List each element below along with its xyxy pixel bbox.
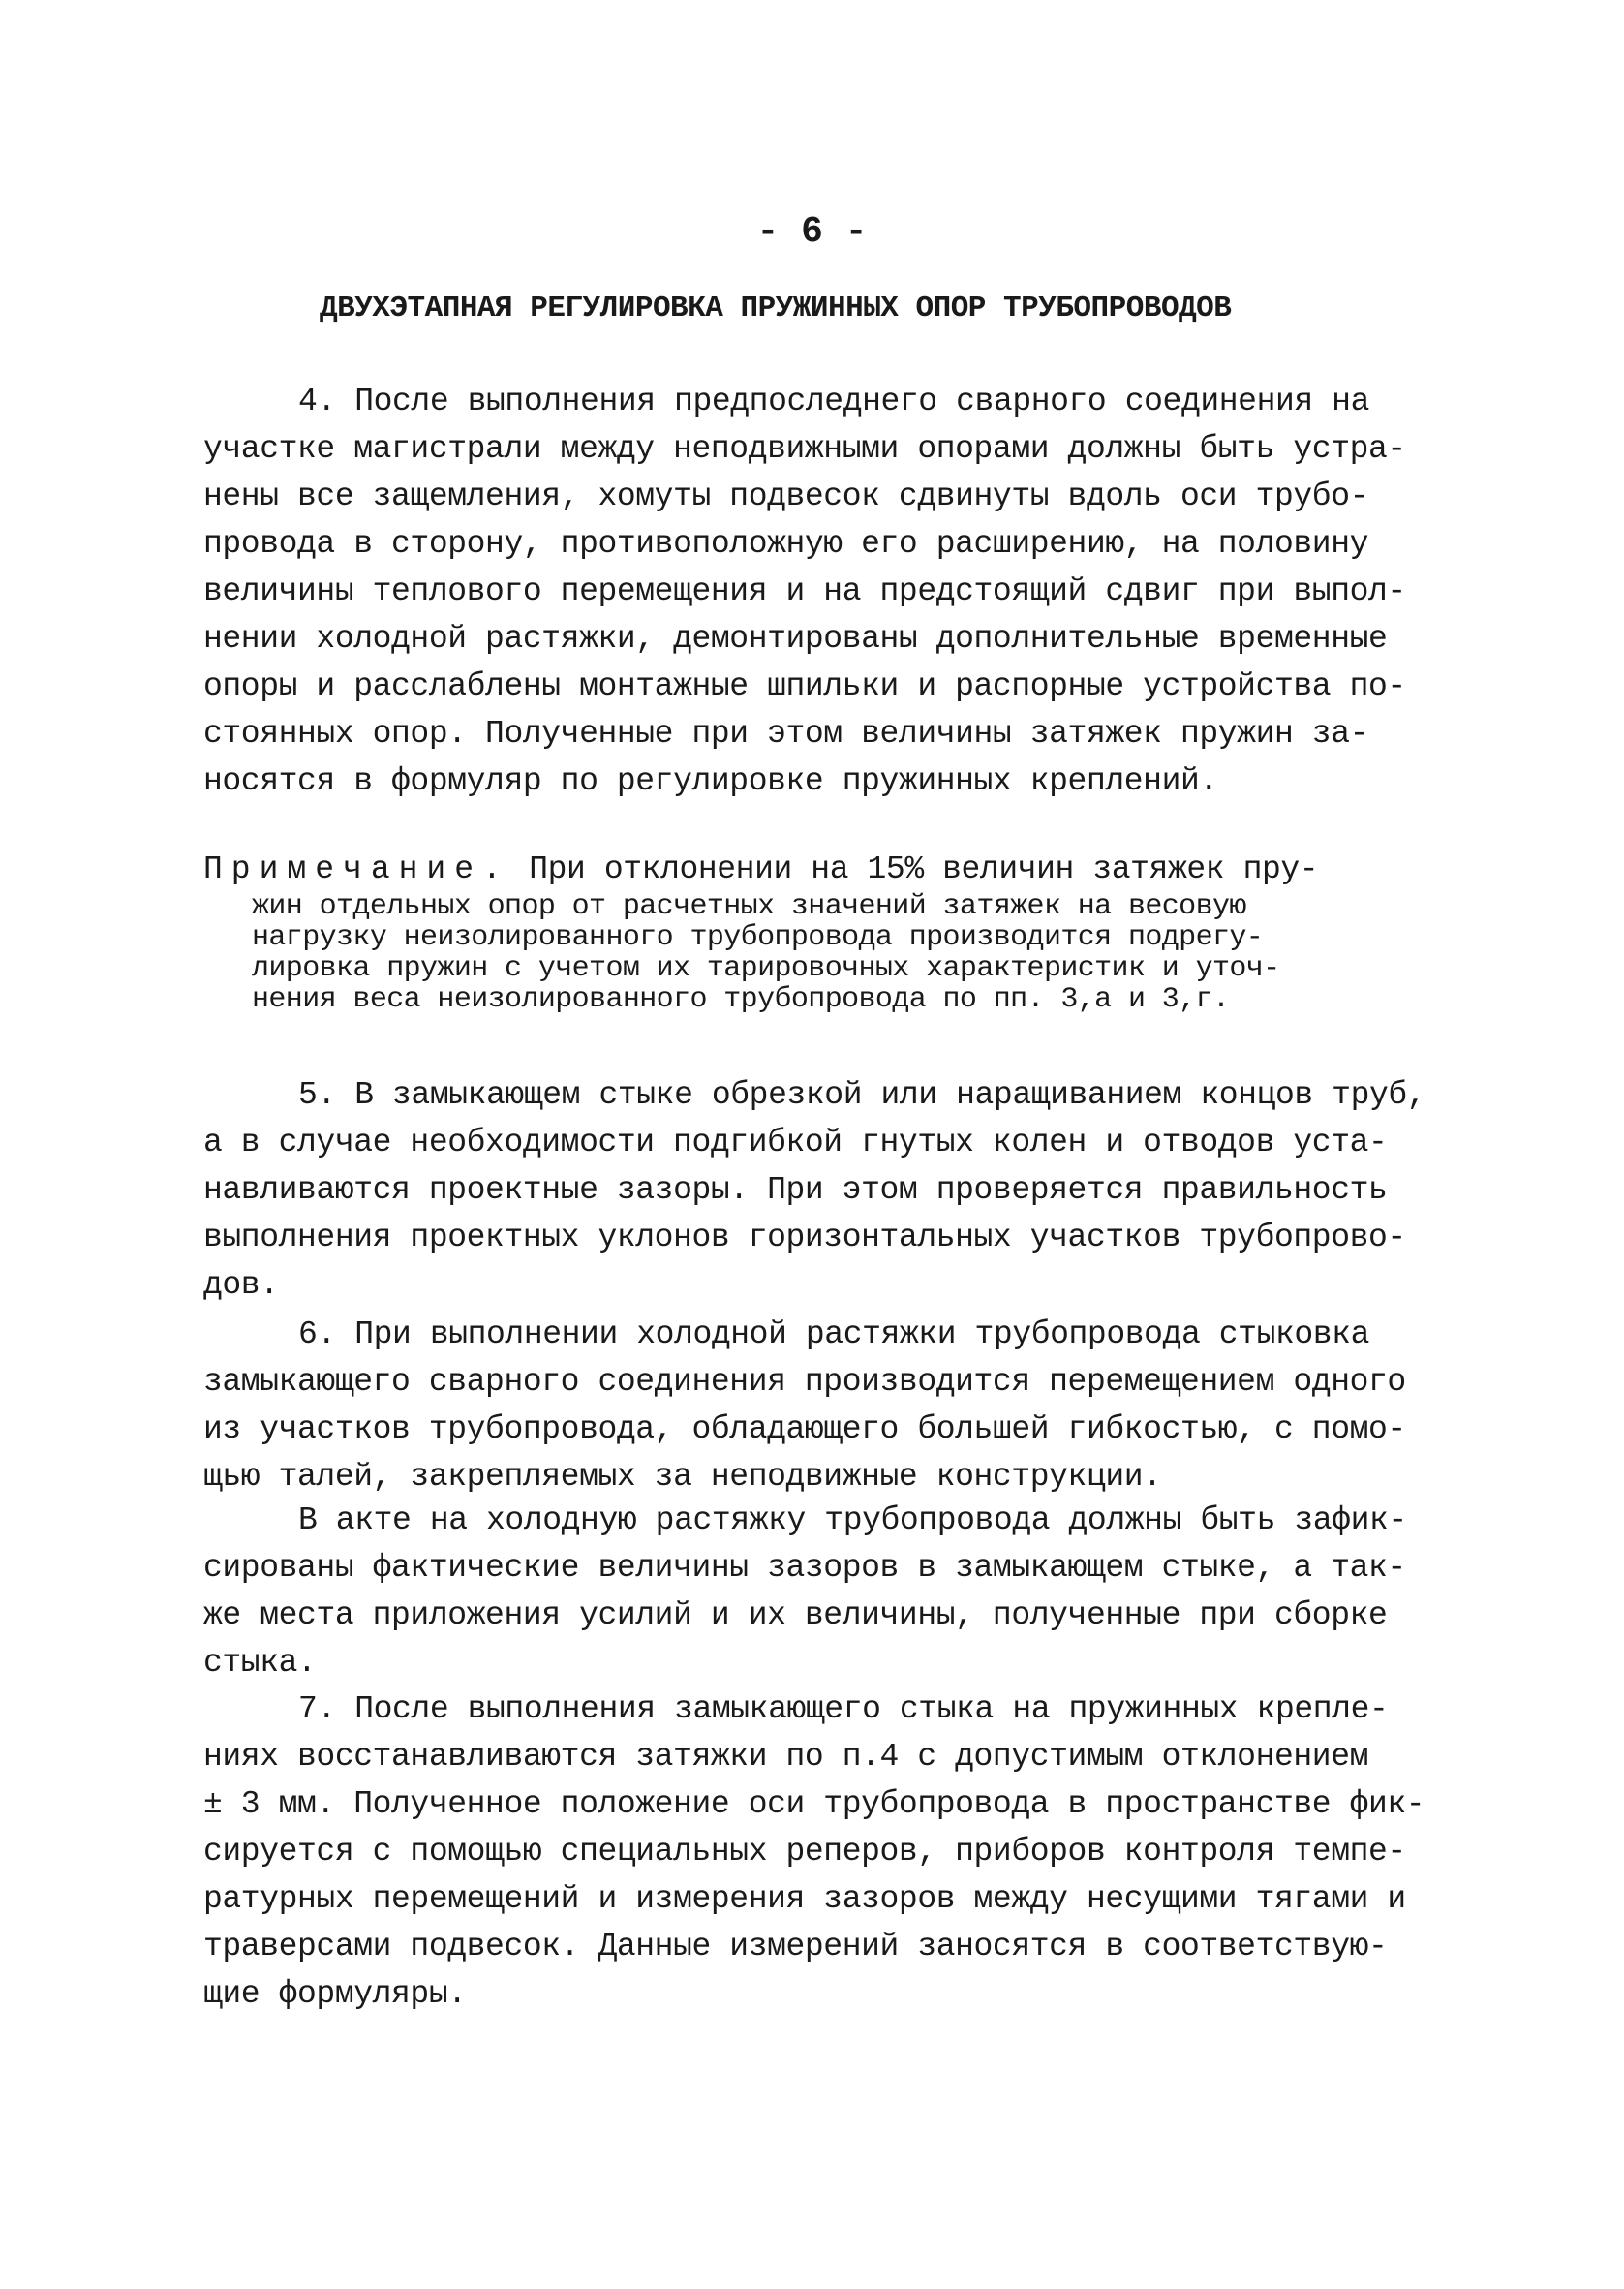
note-line: лировка пружин с учетом их тарировочных характеристик и уточ-	[252, 952, 1280, 985]
text-line: ратурных перемещений и измерения зазоров между несущими тягами и	[203, 1881, 1406, 1917]
text-line: 4. После выполнения предпоследнего сварного соединения на	[298, 384, 1369, 419]
text-line: В акте на холодную растяжку трубопровода должны быть зафик-	[298, 1502, 1407, 1538]
text-line: 7. После выполнения замыкающего стыка на пружинных крепле-	[298, 1691, 1389, 1727]
note-line: жин отдельных опор от расчетных значений затяжек на весовую	[252, 890, 1246, 923]
note-block	[203, 849, 1443, 1015]
text-line: же места приложения усилий и их величины, полученные при сборке	[203, 1597, 1388, 1633]
text-line: участке магистрали между неподвижными опорами должны быть устра-	[203, 431, 1406, 467]
text-line: а в случае необходимости подгибкой гнутых колен и отводов уста-	[203, 1125, 1388, 1160]
page-number: - 6 -	[756, 211, 868, 253]
text-line: опоры и расслаблены монтажные шпильки и распорные устройства по-	[203, 668, 1406, 704]
page-title: ДВУХЭТАПНАЯ РЕГУЛИРОВКА ПРУЖИННЫХ ОПОР ТРУБОПРОВОДОВ	[320, 292, 1232, 325]
text-line: ниях восстанавливаются затяжки по п.4 с допустимым отклонением	[203, 1739, 1369, 1775]
text-line: провода в сторону, противоположную его расширению, на половину	[203, 526, 1369, 562]
text-line: навливаются проектные зазоры. При этом проверяется правильность	[203, 1172, 1388, 1208]
paragraph-7	[203, 1686, 1443, 2018]
text-line: ± 3 мм. Полученное положение оси трубопровода в пространстве фик-	[203, 1786, 1425, 1822]
text-line: стыка.	[203, 1645, 317, 1681]
paragraph-5	[203, 1071, 1443, 1309]
text-line: стоянных опор. Полученные при этом величины затяжек пружин за-	[203, 716, 1369, 752]
note-text: При отклонении на 15% величин затяжек пру-	[529, 851, 1319, 887]
text-line: сируется с помощью специальных реперов, приборов контроля темпе-	[203, 1834, 1406, 1870]
note-label: Примечание.	[203, 851, 510, 887]
note-line: нагрузку неизолированного трубопровода производится подрегу-	[252, 921, 1264, 954]
text-line: нении холодной растяжки, демонтированы дополнительные временные	[203, 621, 1388, 657]
text-line: дов.	[203, 1267, 279, 1303]
text-line: носятся в формуляр по регулировке пружинных креплений.	[203, 763, 1218, 799]
note-first-line	[203, 849, 1443, 891]
paragraph-4	[203, 378, 1443, 805]
text-line: траверсами подвесок. Данные измерений заносятся в соответствую-	[203, 1929, 1388, 1964]
text-line: замыкающего сварного соединения производится перемещением одного	[203, 1364, 1406, 1400]
text-line: сированы фактические величины зазоров в замыкающем стыке, а так-	[203, 1550, 1406, 1586]
text-line: выполнения проектных уклонов горизонтальных участков трубопрово-	[203, 1220, 1406, 1255]
text-line: величины теплового перемещения и на предстоящий сдвиг при выпол-	[203, 573, 1406, 609]
text-line: щие формуляры.	[203, 1976, 467, 2012]
paragraph-6	[203, 1311, 1443, 1500]
text-line: нены все защемления, хомуты подвесок сдвинуты вдоль оси трубо-	[203, 479, 1369, 514]
text-line: щью талей, закрепляемых за неподвижные конструкции.	[203, 1459, 1162, 1495]
text-line: 6. При выполнении холодной растяжки трубопровода стыковка	[298, 1316, 1369, 1352]
text-line: 5. В замыкающем стыке обрезкой или наращиванием концов труб,	[298, 1077, 1426, 1113]
note-line: нения веса неизолированного трубопровода по пп. 3,а и 3,г.	[252, 983, 1230, 1016]
paragraph-6-continued	[203, 1497, 1443, 1686]
text-line: из участков трубопровода, обладающего большей гибкостью, с помо-	[203, 1411, 1406, 1447]
